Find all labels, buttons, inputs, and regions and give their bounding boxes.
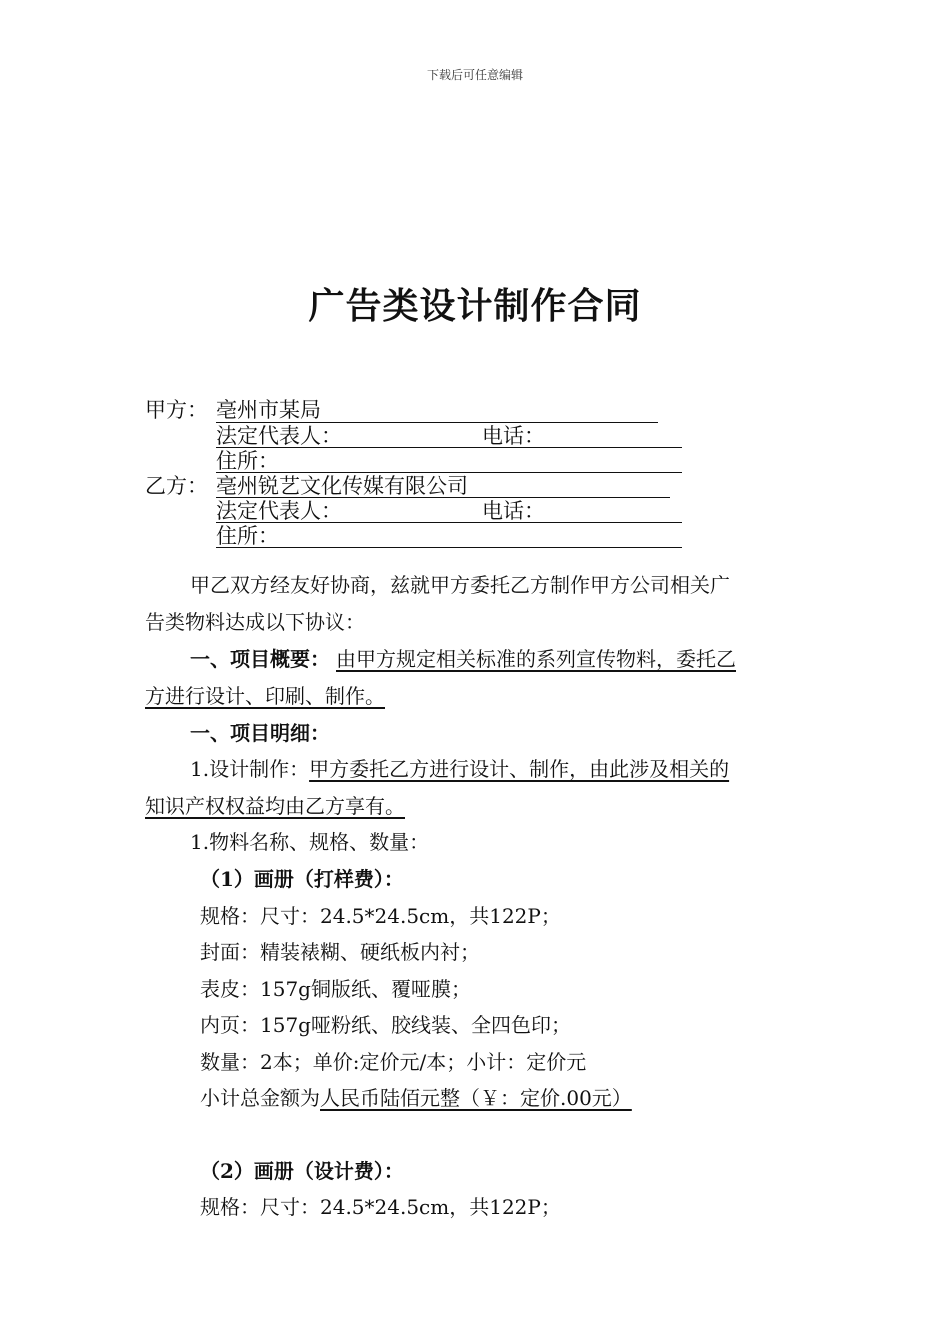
design-label: 1.设计制作： — [190, 757, 310, 781]
item1-total-prefix: 小计总金额为 — [200, 1086, 320, 1110]
party-b-phone-label: 电话： — [482, 499, 545, 523]
item1-heading: （1）画册（打样费）： — [200, 867, 404, 891]
overview-text-2: 方进行设计、印刷、制作。 — [145, 684, 385, 708]
party-b-address-label: 住所： — [216, 524, 279, 548]
item1-cover: 封面：精装裱糊、硬纸板内衬； — [200, 940, 480, 964]
party-b-rep-label: 法定代表人： — [216, 499, 342, 523]
header-note: 下载后可任意编辑 — [426, 68, 523, 82]
party-a-name: 亳州市某局 — [216, 398, 321, 422]
details-heading: 一、项目明细： — [190, 721, 330, 745]
design-line-1 — [190, 756, 729, 782]
party-a-phone-label: 电话： — [482, 424, 545, 448]
intro-line-2: 告类物料达成以下协议： — [145, 610, 365, 634]
item1-total-amount: 人民币陆佰元整（￥：定价.00元） — [320, 1086, 632, 1110]
item1-qty: 数量：2本；单价:定价元/本；小计：定价元 — [200, 1050, 587, 1074]
party-a-rep-label: 法定代表人： — [216, 424, 342, 448]
overview-text-1: 由甲方规定相关标准的系列宣传物料，委托乙 — [336, 647, 736, 671]
overview-heading: 一、项目概要： — [190, 647, 330, 671]
document-title: 广告类设计制作合同 — [308, 285, 642, 327]
party-a-rep-underline — [216, 447, 682, 448]
item2-spec: 规格：尺寸：24.5*24.5cm，共122P； — [200, 1195, 561, 1219]
materials-label: 1.物料名称、规格、数量： — [190, 830, 430, 854]
item2-heading: （2）画册（设计费）： — [200, 1159, 404, 1183]
party-a-label: 甲方： — [145, 398, 208, 422]
item1-skin: 表皮：157g铜版纸、覆哑膜； — [200, 977, 471, 1001]
item1-total-line — [200, 1085, 632, 1111]
party-b-name-underline — [216, 497, 670, 498]
item1-spec: 规格：尺寸：24.5*24.5cm，共122P； — [200, 904, 561, 928]
design-text-1: 甲方委托乙方进行设计、制作，由此涉及相关的 — [309, 757, 730, 781]
party-a-address-underline — [216, 472, 682, 473]
overview-line-1 — [190, 646, 736, 672]
party-b-name: 亳州锐艺文化传媒有限公司 — [216, 474, 468, 498]
intro-line-1: 甲乙双方经友好协商，兹就甲方委托乙方制作甲方公司相关广 — [190, 573, 730, 597]
party-b-rep-underline — [216, 522, 682, 523]
party-a-address-label: 住所： — [216, 449, 279, 473]
party-b-address-underline — [216, 547, 682, 548]
party-b-label: 乙方： — [145, 474, 208, 498]
design-text-2: 知识产权权益均由乙方享有。 — [145, 794, 405, 818]
item1-inner: 内页：157g哑粉纸、胶线装、全四色印； — [200, 1013, 571, 1037]
party-a-name-underline — [216, 422, 658, 423]
